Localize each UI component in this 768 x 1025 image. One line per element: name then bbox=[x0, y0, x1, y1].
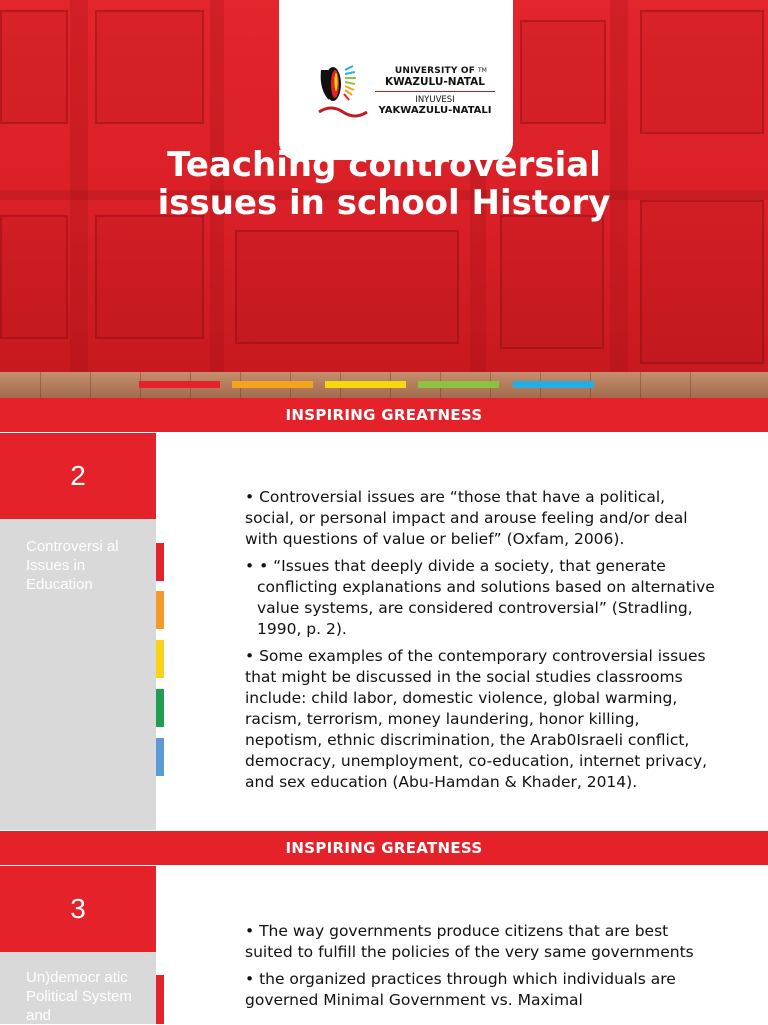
bullet-paragraph: • The way governments produce citizens that are best suited to fulfill the policies of the very same governments bbox=[245, 922, 694, 961]
bullet-paragraph: • the organized practices through which individuals are governed Minimal Government vs. Maximal bbox=[245, 970, 676, 1009]
colour-stripe-blue bbox=[513, 381, 594, 388]
colour-bar-blue bbox=[156, 738, 164, 776]
colour-bar-red bbox=[156, 543, 164, 581]
logo-line-kwazulu-natal: KWAZULU-NATAL bbox=[385, 76, 485, 88]
logo-card bbox=[279, 0, 513, 160]
logo-divider bbox=[375, 91, 495, 92]
logo-line-university-of: UNIVERSITY OF bbox=[394, 66, 476, 76]
bullet-paragraph: • Some examples of the contemporary controversial issues that might be discussed in the social studies classrooms include: child labor, domestic violence, global warming, racism, terrorism, money laundering, honor killing, nepotism, ethnic discrimination, the Arab0Israeli conflict, democracy, unemployment, co-education, internet privacy, and sex education (Abu-Hamdan & Khader, 2014). bbox=[245, 647, 708, 791]
trademark-mark: TM bbox=[478, 67, 487, 74]
presentation-title bbox=[0, 146, 768, 222]
colour-bar-red bbox=[156, 975, 164, 1024]
colour-bar-green bbox=[156, 689, 164, 727]
colour-bar-orange bbox=[156, 591, 164, 629]
slide-body bbox=[245, 487, 715, 799]
section-label: Un)democr atic Political System and bbox=[26, 969, 132, 1024]
logo-line-yakwazulu-natali: YAKWAZULU-NATALI bbox=[378, 105, 492, 116]
slide-number: 3 bbox=[0, 866, 156, 952]
bullet-paragraph: • • “Issues that deeply divide a society, that generate conflicting explanations and solutions based on alternative value systems, are considered controversial” (Stradling, 1990, p. 2). bbox=[245, 557, 715, 638]
title-line-2: issues in school History bbox=[157, 183, 611, 223]
logo-line-inyuvesi: INYUVESI bbox=[415, 95, 455, 105]
colour-stripe-yellow bbox=[325, 381, 406, 388]
colour-stripe-red bbox=[139, 381, 220, 388]
slide-number: 2 bbox=[0, 433, 156, 519]
colour-stripe-green bbox=[418, 381, 499, 388]
section-label: Controversi al Issues in Education bbox=[26, 538, 119, 593]
colour-stripe-orange bbox=[232, 381, 313, 388]
inspiring-greatness-banner: INSPIRING GREATNESS bbox=[0, 831, 768, 865]
inspiring-greatness-banner: INSPIRING GREATNESS bbox=[0, 398, 768, 432]
university-shield-logo-icon bbox=[315, 60, 375, 122]
slide-body bbox=[245, 921, 715, 1017]
title-line-1: Teaching controversial bbox=[167, 145, 601, 185]
colour-bar-yellow bbox=[156, 640, 164, 678]
bullet-paragraph: • Controversial issues are “those that have a political, social, or personal impact and arouse feeling and/or deal with questions of value or belief” (Oxfam, 2006). bbox=[245, 488, 688, 548]
